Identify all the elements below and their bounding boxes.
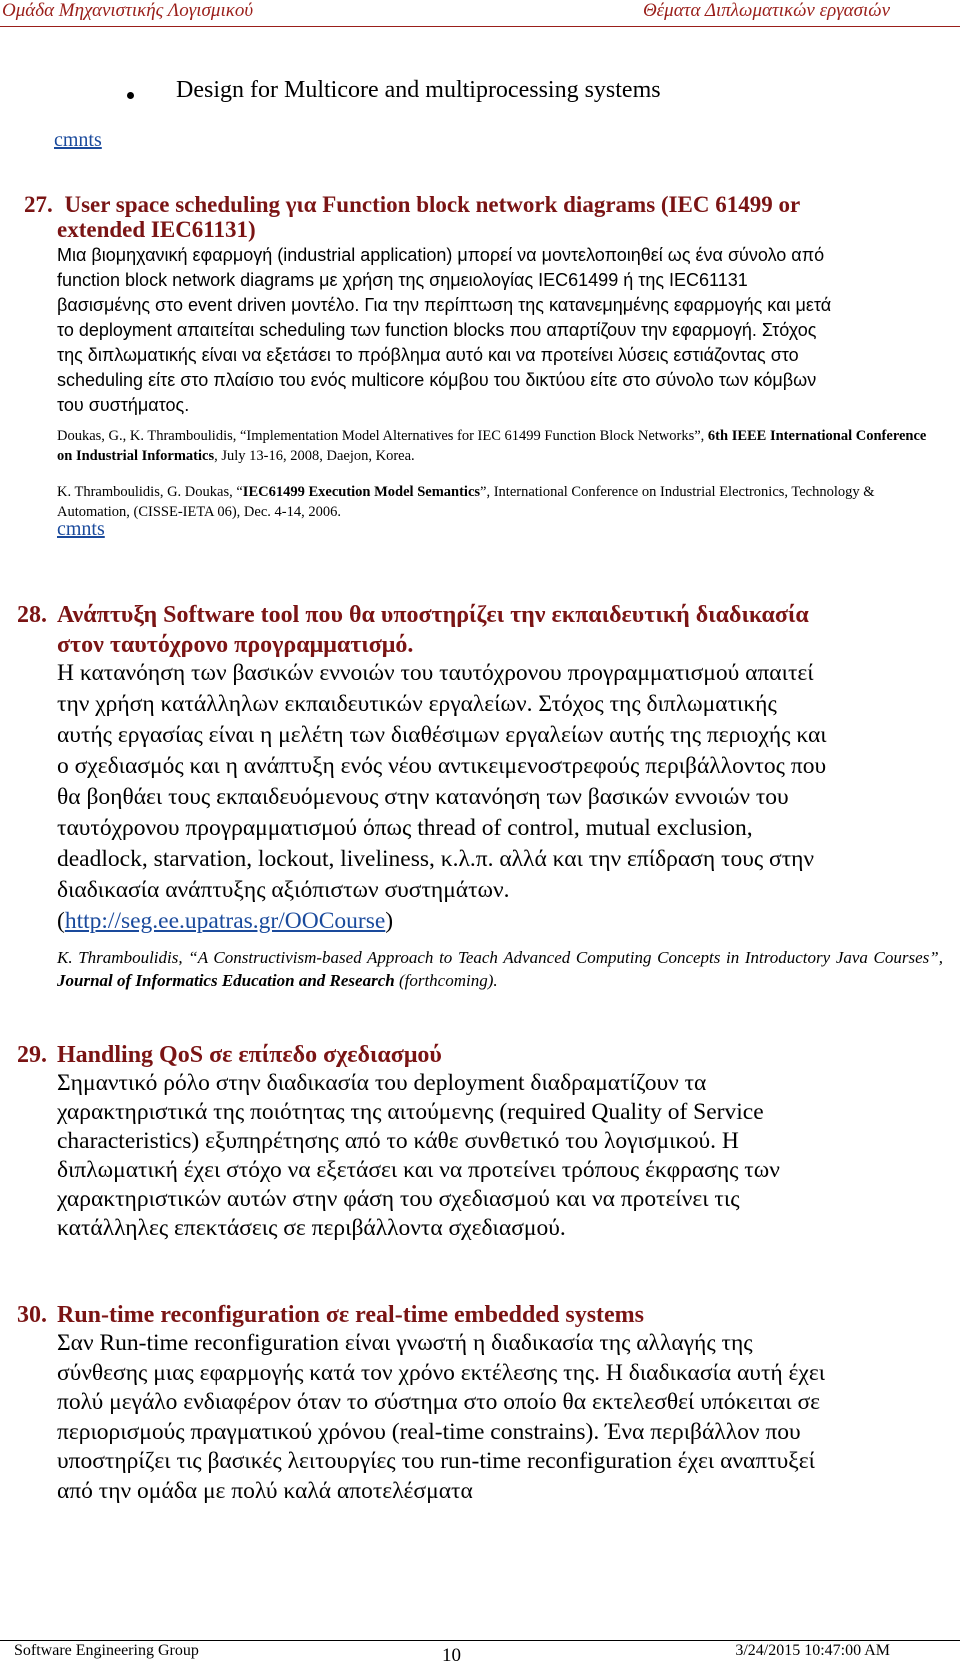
section-28-line: αυτής εργασίας είναι η μελέτη των διαθέσιμων εργαλείων αυτής της περιοχής και <box>57 722 827 748</box>
section-27-line: της διπλωματικής είναι να εξετάσει το πρόβλημα αυτό και να προτείνει λύσεις εστιάζοντας στο <box>57 345 799 365</box>
section-28-title-line1: Ανάπτυξη Software tool που θα υποστηρίζει την εκπαιδευτική διαδικασία <box>57 602 809 628</box>
section-30-body <box>57 1329 947 1506</box>
link-paren-open: ( <box>57 908 65 934</box>
ref-2-details: ”, International Conference on Industrial Electronics, Technology & Automation, (CISSE-IETA 06), Dec. 4-14, 2006. <box>57 484 875 520</box>
section-30-line: σύνθεσης μιας εφαρμογής κατά τον χρόνο εκτέλεσης της. Η διαδικασία αυτή έχει <box>57 1359 826 1386</box>
section-29-line: χαρακτηριστικών αυτών στην φάση του σχεδιασμού και να προτείνει τις <box>57 1186 740 1212</box>
section-30-line: πολύ μεγάλο ενδιαφέρον όταν το σύστημα στο οποίο θα εκτελεσθεί υπόκειται σε <box>57 1389 820 1415</box>
section-28-line: ταυτόχρονου προγραμματισμού όπως thread of control, mutual exclusion, <box>57 815 753 841</box>
section-28-body <box>57 658 947 937</box>
section-27-title-line2: extended IEC61131) <box>57 217 256 242</box>
link-paren-close: ) <box>385 908 394 934</box>
section-30-line: Σαν Run-time reconfiguration είναι γνωστή η διαδικασία της αλλαγής της <box>57 1330 753 1356</box>
bullet-icon <box>127 92 134 99</box>
oocourse-link[interactable]: http://seg.ee.upatras.gr/OOCourse <box>64 908 386 934</box>
section-28-line: θα βοηθάει τους εκπαιδευόμενους στην κατανόηση των βασικών εννοιών του <box>57 784 789 810</box>
section-28-title-line2: στον ταυτόχρονο προγραμματισμό. <box>57 632 414 658</box>
ref-3-journal: Journal of Informatics Education and Research <box>57 971 395 990</box>
section-27-ref-2 <box>57 482 937 522</box>
section-28-line: Η κατανόηση των βασικών εννοιών του ταυτόχρονου προγραμματισμού απαιτεί <box>57 660 814 686</box>
section-29-line: κατάλληλες επεκτάσεις σε περιβάλλοντα σχεδιασμού. <box>57 1215 566 1241</box>
section-30-line: από την ομάδα με πολύ καλά αποτελέσματα <box>57 1477 473 1504</box>
section-28-line: την χρήση κατάλληλων εκπαιδευτικών εργαλείων. Στόχος της διπλωματικής <box>57 691 777 717</box>
footer-rule <box>0 1640 960 1641</box>
section-29-body <box>57 1069 947 1243</box>
section-28-line: deadlock, starvation, lockout, liveliness, κ.λ.π. αλλά και την επίδραση τους στην <box>57 846 815 872</box>
section-29-line: Σημαντικό ρόλο στην διαδικασία του deployment διαδραματίζουν τα <box>57 1070 707 1096</box>
ref-3-authors: K. Thramboulidis, “A Constructivism-based Approach to Teach Advanced Computing Concepts in Introductory Java Courses”, <box>57 948 943 967</box>
footer-timestamp: 3/24/2015 10:47:00 AM <box>735 1642 890 1659</box>
section-30-line: περιορισμούς πραγματικού χρόνου (real-time constrains). Ένα περιβάλλον που <box>57 1418 801 1445</box>
section-29-line: διπλωματική έχει στόχο να εξετάσει και να προτείνει τρόπους έκφρασης των <box>57 1157 780 1183</box>
section-30-heading <box>17 1300 644 1330</box>
section-29-title: Handling QoS σε επίπεδο σχεδιασμού <box>57 1042 442 1068</box>
header-right: Θέματα Διπλωματικών εργασιών <box>642 0 890 21</box>
ref-1-venue: 6th IEEE International Conference on Industrial Informatics <box>57 428 927 464</box>
section-27-line: του συστήματος. <box>57 395 190 415</box>
section-30-number: 30. <box>17 1302 47 1328</box>
section-29-line: χαρακτηριστικά της ποιότητας της αιτούμενης (required Quality of Service <box>57 1099 764 1125</box>
section-27-line: βασισμένης στο event driven μοντέλο. Για την περίπτωση της κατανεμημένης εφαρμογής και μετά <box>57 295 832 315</box>
section-27-ref-1 <box>57 426 937 466</box>
bullet-item: Design for Multicore and multiprocessing systems <box>176 77 661 103</box>
section-27-line: το deployment απαιτείται scheduling των function blocks που απαρτίζουν την εφαρμογή. Στόχος <box>57 320 817 340</box>
section-28-ref <box>57 946 943 992</box>
section-27-line: Μια βιομηχανική εφαρμογή (industrial application) μπορεί να μοντελοποιηθεί ως ένα σύνολο από <box>57 245 825 265</box>
page-number: 10 <box>442 1645 461 1666</box>
section-27-body <box>57 243 947 418</box>
ref-2-title: IEC61499 Execution Model Semantics <box>242 484 481 500</box>
section-29-number: 29. <box>17 1042 47 1068</box>
section-28-number: 28. <box>17 602 47 628</box>
ref-1-authors: Doukas, G., K. Thramboulidis, “Implementation Model Alternatives for IEC 61499 Function Block Networks”, <box>57 428 705 444</box>
ref-2-authors: K. Thramboulidis, G. Doukas, “ <box>57 484 243 500</box>
section-27-number: 27. <box>24 192 53 217</box>
header-rule <box>0 26 960 27</box>
ref-3-status: (forthcoming). <box>398 971 498 990</box>
section-27-heading <box>24 192 924 242</box>
ref-1-details: , July 13-16, 2008, Daejon, Korea. <box>214 448 415 464</box>
cmnts-link-1[interactable]: cmnts <box>54 129 102 151</box>
footer-left: Software Engineering Group <box>14 1642 199 1659</box>
section-27-line: scheduling είτε στο πλαίσιο του ενός multicore κόμβου του δικτύου είτε στο σύνολο των κόμβων <box>57 370 817 390</box>
section-30-title: Run-time reconfiguration σε real-time embedded systems <box>57 1302 645 1328</box>
header-left: Ομάδα Μηχανιστικής Λογισμικού <box>2 0 254 21</box>
section-29-heading <box>17 1040 442 1070</box>
section-28-heading <box>17 600 917 660</box>
section-28-line: ο σχεδιασμός και η ανάπτυξη ενός νέου αντικειμενοστρεφούς περιβάλλοντος που <box>57 753 827 779</box>
section-29-line: characteristics) εξυπηρέτησης από το κάθε συνθετικό του λογισμικού. Η <box>57 1128 739 1154</box>
section-28-line: διαδικασία ανάπτυξης αξιόπιστων συστημάτων. <box>57 877 510 903</box>
section-27-line: function block network diagrams με χρήση της σημειολογίας IEC61499 ή της IEC61131 <box>57 270 748 290</box>
section-30-line: υποστηρίζει τις βασικές λειτουργίες του run-time reconfiguration έχει αναπτυξεί <box>57 1448 815 1474</box>
section-28-link-line <box>57 906 947 937</box>
cmnts-link-2[interactable]: cmnts <box>57 518 105 540</box>
section-27-title-line1: User space scheduling για Function block network diagrams (IEC 61499 or <box>64 192 801 217</box>
